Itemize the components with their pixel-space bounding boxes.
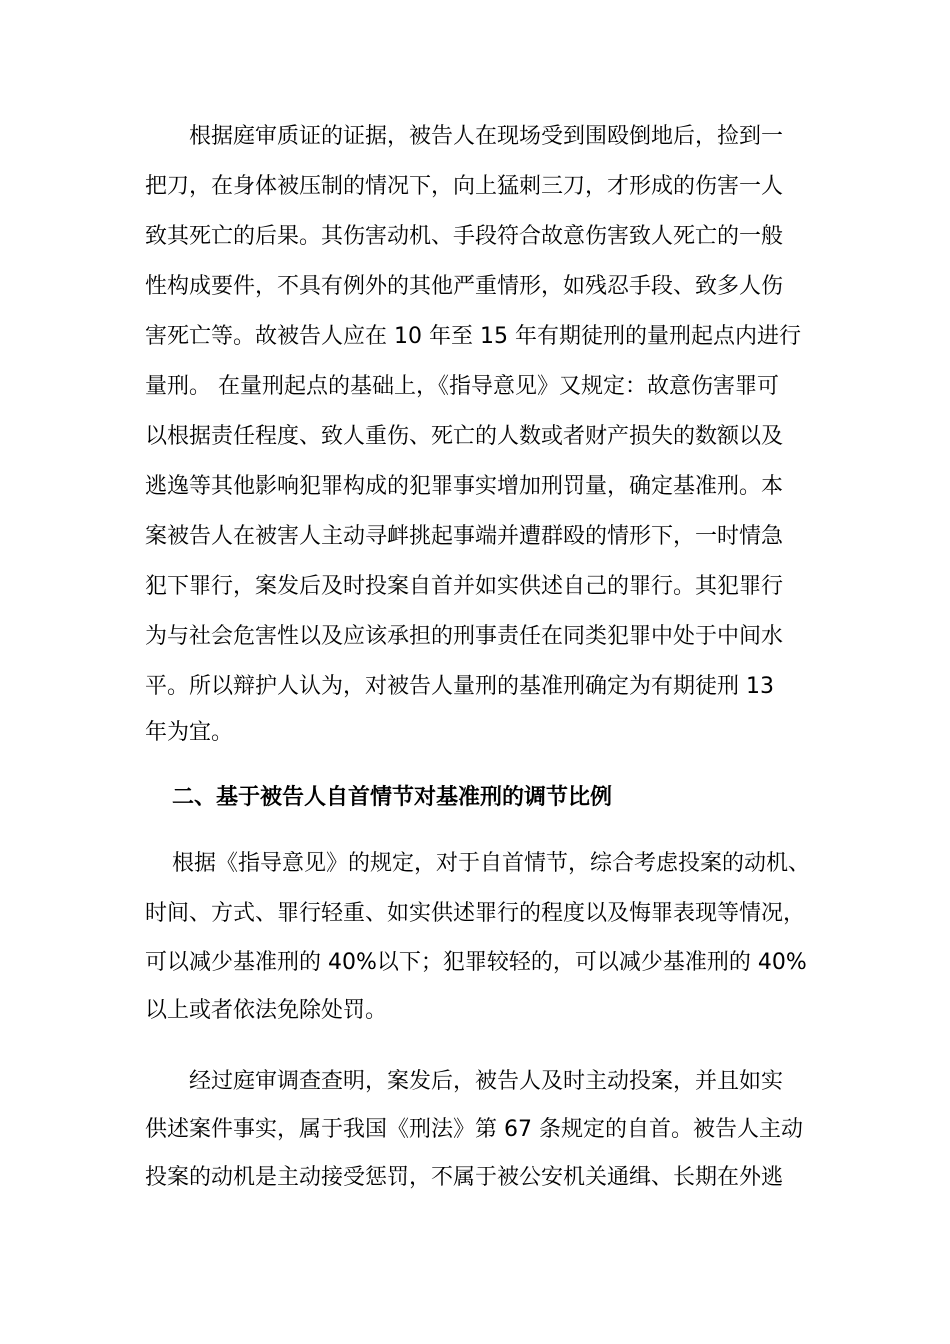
para1-line-2: 把刀，在身体被压制的情况下，向上猛刺三刀，才形成的伤害一人	[145, 174, 784, 199]
para3-line-1: 经过庭审调查查明，案发后，被告人及时主动投案，并且如实	[145, 1069, 784, 1094]
para1-line-6: 量刑。 在量刑起点的基础上，《指导意见》又规定：故意伤害罪可	[145, 374, 779, 399]
para1-line-8: 逃逸等其他影响犯罪构成的犯罪事实增加刑罚量，确定基准刑。本	[145, 474, 784, 499]
para1-line-12: 平。所以辩护人认为，对被告人量刑的基准刑确定为有期徒刑 13	[145, 674, 774, 699]
para1-line-11: 为与社会危害性以及应该承担的刑事责任在同类犯罪中处于中间水	[145, 624, 784, 649]
para2-line-1: 根据《指导意见》的规定，对于自首情节，综合考虑投案的动机、	[172, 851, 811, 876]
para3-line-3: 投案的动机是主动接受惩罚，不属于被公安机关通缉、长期在外逃	[145, 1165, 784, 1190]
para1-line-7: 以根据责任程度、致人重伤、死亡的人数或者财产损失的数额以及	[145, 424, 784, 449]
para2-line-2: 时间、方式、罪行轻重、如实供述罪行的程度以及悔罪表现等情况，	[145, 901, 806, 926]
para1-line-9: 案被告人在被害人主动寻衅挑起事端并遭群殴的情形下，一时情急	[145, 524, 784, 549]
section-heading: 二、基于被告人自首情节对基准刑的调节比例	[172, 785, 613, 810]
para1-line-10: 犯下罪行，案发后及时投案自首并如实供述自己的罪行。其犯罪行	[145, 574, 784, 599]
para1-line-4: 性构成要件，不具有例外的其他严重情形，如残忍手段、致多人伤	[145, 274, 784, 299]
para1-line-3: 致其死亡的后果。其伤害动机、手段符合故意伤害致人死亡的一般	[145, 224, 784, 249]
para1-line-5: 害死亡等。故被告人应在 10 年至 15 年有期徒刑的量刑起点内进行	[145, 324, 801, 349]
para1-line-13: 年为宜。	[145, 720, 234, 745]
para2-line-4: 以上或者依法免除处罚。	[145, 998, 388, 1023]
para3-line-2: 供述案件事实，属于我国《刑法》第 67 条规定的自首。被告人主动	[145, 1117, 803, 1142]
para1-line-1: 根据庭审质证的证据，被告人在现场受到围殴倒地后，捡到一	[145, 124, 784, 149]
para2-line-3: 可以减少基准刑的 40%以下；犯罪较轻的，可以减少基准刑的 40%	[145, 950, 807, 975]
